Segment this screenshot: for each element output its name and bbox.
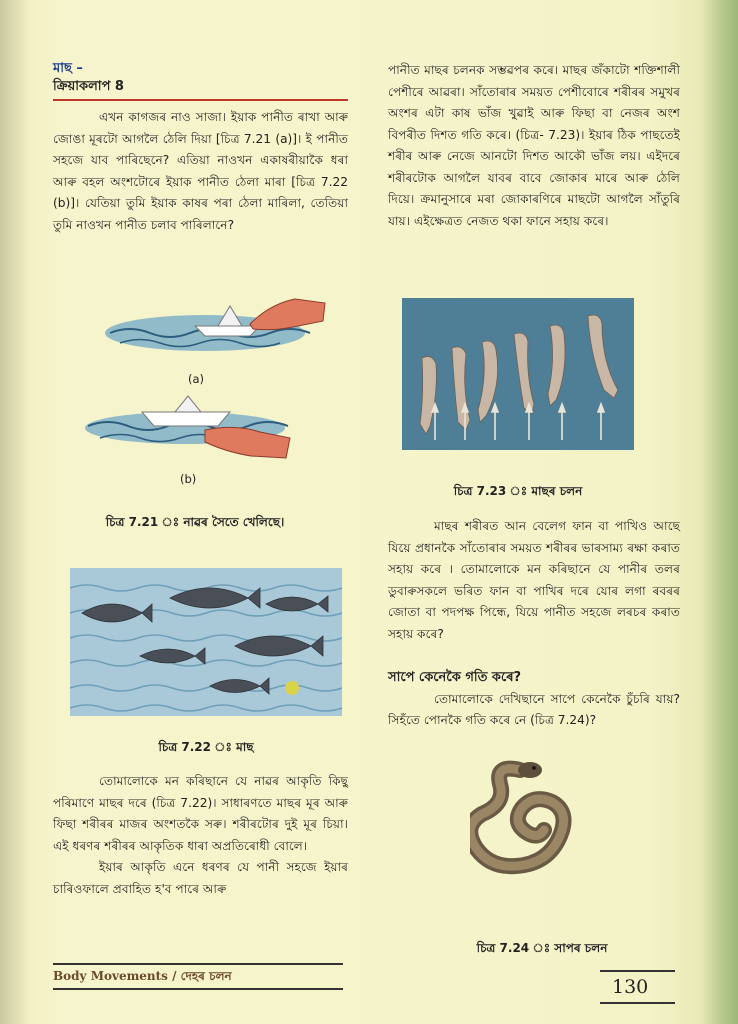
page-number-rule-top: [600, 970, 675, 972]
right-column-middle: [388, 516, 680, 732]
shape-paragraph: ইয়াৰ আকৃতি এনে ধৰণৰ যে পানী সহজে ইয়াৰ চাৰিওফালে প্ৰবাহিত হ'ব পাৰে আৰু: [53, 860, 348, 896]
fish-motion-figure: [402, 298, 634, 450]
page-number-rule-bottom: [600, 1002, 675, 1004]
footer-rule-bottom: [53, 988, 343, 990]
page-number: 130: [612, 976, 649, 998]
paper-boat-figure-a: [100, 288, 330, 366]
paper-boat-figure-b: [80, 390, 295, 465]
label-b: (b): [180, 472, 197, 486]
caption-fig-7-23: চিত্ৰ 7.23 ঃ মাছৰ চলন: [453, 484, 583, 498]
activity-paragraph: এখন কাগজৰ নাও সাজা। ইয়াক পানীত ৰাখা আৰু জোঙা মূৰটো আগলৈ ঠেলি দিয়া [চিত্ৰ 7.21 (a)]। ই পানীত সহজে যাব পাৰিছেনে? এতিয়া নাওখন একাষৰীয়াকৈ ধৰা আৰু বহল অংশটোৰে ইয়াক পানীত ঠেলা মাৰা [চিত্ৰ 7.22 (b)]। যেতিয়া তুমি ইয়াক কাষৰ পৰা ঠেলা মাৰিলা, তেতিয়া তুমি নাওখন পানীত চলাব পাৰিলানে?: [53, 110, 348, 232]
snake-paragraph: তোমালোকে দেখিছানে সাপে কেনেকৈ চুঁচৰি যায়? সিহঁতে পোনকৈ গতি কৰে নে (চিত্ৰ 7.24)?: [388, 691, 680, 727]
right-column: [388, 60, 680, 232]
footer-rule-top: [53, 963, 343, 965]
fish-movement-paragraph: পানীত মাছৰ চলনক সম্ভৱপৰ কৰে। মাছৰ জঁকাটো শক্তিশালী পেশীৰে আৱৰা। সাঁতোৰাৰ সময়ত পেশীবোৰে শৰীৰৰ সমুখৰ অংশৰ এটা কাষ ভাঁজ খুৱাই আৰু ফিছা বা নেজৰ অংশ বিপৰীত দিশত গতি কৰে। (চিত্ৰ- 7.23)। ইয়াৰ ঠিক পাছতেই শৰীৰ আৰু নেজে আনটো দিশত আকৌ ভাঁজ লয়। এইদৰে শৰীৰটোক আগলৈ যাবৰ বাবে জোকাৰ মাৰে আৰু ঠেলি দিয়ে। ক্ৰমানুসাৰে মৰা জোকাৰণিৰে মাছটো আগলৈ সাঁতুৰি যায়। এইক্ষেত্ৰত নেজত থকা ফানে সহায় কৰে।: [388, 63, 680, 228]
streamline-paragraph: তোমালোকে মন কৰিছানে যে নাৱৰ আকৃতি কিছু পৰিমাণে মাছৰ দৰে (চিত্ৰ 7.22)। সাধাৰণতে মাছৰ মূৰ আৰু ফিছা শৰীৰৰ মাজৰ অংশতকৈ সৰু। শৰীৰটোৰ দুই মূৰ চিয়া। এই ধৰণৰ শৰীৰৰ আকৃতিক ধাৰা অপ্ৰতিৰোধী বোলে।: [53, 774, 348, 853]
section-title: মাছ –: [53, 61, 83, 76]
footer-title: Body Movements / দেহৰ চলন: [53, 969, 232, 983]
snake-heading: সাপে কেনেকৈ গতি কৰে?: [388, 670, 522, 685]
label-a: (a): [188, 372, 205, 386]
left-column: [53, 60, 348, 236]
snake-figure: [470, 752, 600, 912]
caption-fig-7-22: চিত্ৰ 7.22 ঃ মাছ: [158, 740, 254, 754]
fins-paragraph: মাছৰ শৰীৰত আন বেলেগ ফান বা পাখিও আছে যিয়ে প্ৰধানকৈ সাঁতোৰাৰ সময়ত শৰীৰৰ ভাৰসাম্য ৰক্ষা কৰাত সহায় কৰে । তোমালোকে মন কৰিছানে যে পানীৰ তলৰ ডুবাৰুসকলে ভৰিত ফান বা পাখিৰ দৰে যোৰ লগা ৰবৰৰ জোতা বা পদপক্ষ পিন্ধে, যিয়ে পানীত সহজে লৰচৰ কৰাত সহায় কৰে?: [388, 519, 680, 641]
activity-title: ক্ৰিয়াকলাপ 8: [53, 78, 348, 101]
caption-fig-7-21: চিত্ৰ 7.21 ঃ নাৱৰ সৈতে খেলিছে।: [105, 515, 285, 529]
left-column-lower: [53, 771, 348, 900]
fish-school-figure: [70, 568, 342, 716]
caption-fig-7-24: চিত্ৰ 7.24 ঃ সাপৰ চলন: [476, 941, 608, 955]
